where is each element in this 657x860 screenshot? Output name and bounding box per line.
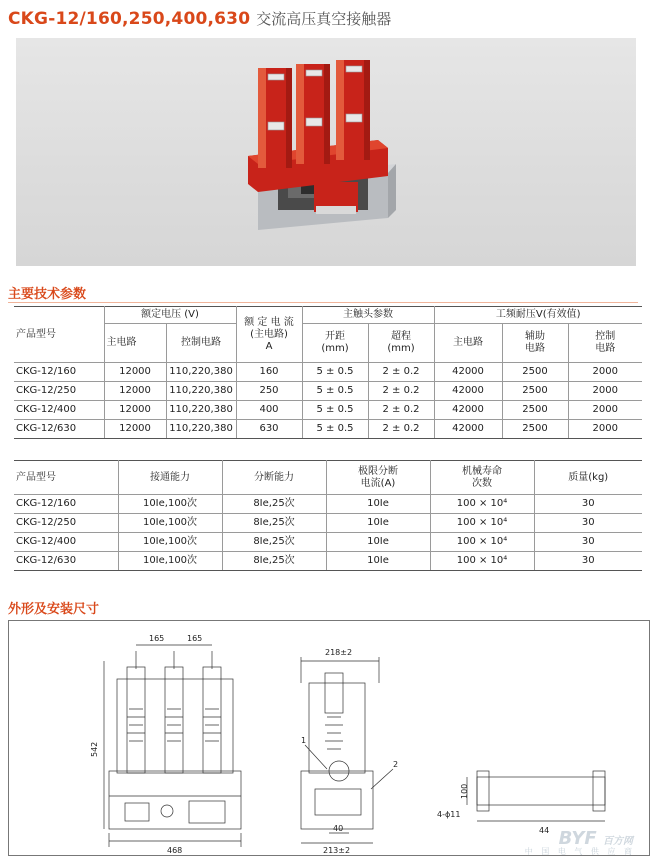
col-header: 产品型号	[14, 461, 118, 495]
table-cell: 5 ± 0.5	[302, 401, 368, 420]
table-cell: 42000	[434, 401, 502, 420]
table-cell: 630	[236, 420, 302, 439]
table-cell: 100 × 10⁴	[430, 552, 534, 571]
table-cell: 30	[534, 514, 642, 533]
spec-table-1	[14, 306, 642, 439]
table-cell: 12000	[104, 420, 166, 439]
table-cell: 12000	[104, 363, 166, 382]
table-cell: CKG-12/630	[14, 420, 104, 439]
watermark-site: 百方网	[603, 836, 633, 847]
col-header-pf-main: 主电路	[434, 324, 502, 363]
table-cell: 10Ie,100次	[118, 514, 222, 533]
dim-front-b: 165	[187, 634, 203, 643]
table-cell: 110,220,380	[166, 401, 236, 420]
table-cell: CKG-12/630	[14, 552, 118, 571]
product-photo	[16, 38, 636, 266]
table-cell: 10Ie	[326, 495, 430, 514]
table-cell: 2500	[502, 420, 568, 439]
table-cell: 10Ie,100次	[118, 533, 222, 552]
section-divider	[8, 302, 638, 303]
table-cell: 8Ie,25次	[222, 552, 326, 571]
col-header-rated-current: 额 定 电 流 (主电路) A	[236, 307, 302, 363]
table-cell: 42000	[434, 382, 502, 401]
table-cell: 30	[534, 533, 642, 552]
col-header: 极限分断 电流(A)	[326, 461, 430, 495]
table-cell: 400	[236, 401, 302, 420]
table-cell: 2 ± 0.2	[368, 420, 434, 439]
table-cell: 110,220,380	[166, 382, 236, 401]
table-row	[14, 495, 642, 514]
col-header: 接通能力	[118, 461, 222, 495]
table-cell: 10Ie,100次	[118, 552, 222, 571]
table-cell: CKG-12/160	[14, 495, 118, 514]
table-cell: 8Ie,25次	[222, 533, 326, 552]
dim-front-height: 542	[90, 741, 99, 757]
table-cell: 2500	[502, 363, 568, 382]
table-cell: CKG-12/160	[14, 363, 104, 382]
table-row	[14, 363, 642, 382]
col-header: 分断能力	[222, 461, 326, 495]
vacuum-contactor-image	[16, 38, 636, 266]
col-header-power-freq: 工频耐压V(有效值)	[434, 307, 642, 324]
table-cell: 12000	[104, 401, 166, 420]
table-cell: 5 ± 0.5	[302, 420, 368, 439]
section-heading-specs: 主要技术参数	[8, 287, 87, 302]
table-cell: 2500	[502, 401, 568, 420]
col-header: 质量(kg)	[534, 461, 642, 495]
table-row	[14, 401, 642, 420]
table-cell: 2000	[568, 401, 642, 420]
front-view-frame	[117, 679, 233, 773]
table-cell: 110,220,380	[166, 420, 236, 439]
watermark-tagline: 中 国 电 气 供 应 商	[524, 847, 635, 856]
col-header: 机械寿命 次数	[430, 461, 534, 495]
table-cell: 2000	[568, 363, 642, 382]
table-cell: 10Ie,100次	[118, 495, 222, 514]
col-header-model: 产品型号	[14, 307, 104, 363]
outline-drawing-svg	[9, 621, 649, 855]
table-cell: 160	[236, 363, 302, 382]
table-cell: 10Ie	[326, 552, 430, 571]
dim-base-height: 100	[460, 783, 469, 799]
table-cell: 12000	[104, 382, 166, 401]
page-title	[8, 8, 391, 29]
title-cn: 交流高压真空接触器	[256, 10, 392, 28]
table-cell: 2000	[568, 382, 642, 401]
table-cell: 10Ie	[326, 514, 430, 533]
table-cell: 2000	[568, 420, 642, 439]
table-cell: CKG-12/250	[14, 514, 118, 533]
table-cell: 42000	[434, 420, 502, 439]
dim-base-holes: 4-ϕ11	[437, 810, 461, 819]
table-cell: 100 × 10⁴	[430, 533, 534, 552]
table-cell: 100 × 10⁴	[430, 495, 534, 514]
table-row	[14, 514, 642, 533]
table-row	[14, 382, 642, 401]
col-header-overtravel: 超程 (mm)	[368, 324, 434, 363]
watermark-logo-text: BYF	[558, 828, 597, 849]
dim-front-a: 165	[149, 634, 165, 643]
table-cell: 2 ± 0.2	[368, 363, 434, 382]
table-cell: 2 ± 0.2	[368, 401, 434, 420]
dim-base-length: 44	[539, 826, 550, 835]
label-1: 1	[301, 736, 307, 745]
table-cell: 2500	[502, 382, 568, 401]
dim-side-bottom: 213±2	[323, 846, 351, 855]
table-cell: CKG-12/400	[14, 401, 104, 420]
dimension-drawing	[8, 620, 650, 856]
table-cell: 42000	[434, 363, 502, 382]
col-header-main-contact: 主触头参数	[302, 307, 434, 324]
table-row	[14, 533, 642, 552]
table-cell: CKG-12/400	[14, 533, 118, 552]
table-cell: 10Ie	[326, 533, 430, 552]
spec-table-2	[14, 460, 642, 571]
table-cell: 8Ie,25次	[222, 514, 326, 533]
table-row	[14, 552, 642, 571]
table-cell: 250	[236, 382, 302, 401]
col-header-main-circuit: 主电路	[104, 324, 166, 363]
table-cell: 100 × 10⁴	[430, 514, 534, 533]
label-2: 2	[393, 760, 399, 769]
table-cell: 110,220,380	[166, 363, 236, 382]
table-cell: 30	[534, 552, 642, 571]
table-row	[14, 420, 642, 439]
section-heading-dimensions: 外形及安装尺寸	[8, 602, 100, 617]
dim-front-width: 468	[167, 846, 183, 855]
dim-side-inner: 40	[333, 824, 344, 833]
col-header-control-circuit: 控制电路	[166, 324, 236, 363]
table-cell: 8Ie,25次	[222, 495, 326, 514]
table-cell: 30	[534, 495, 642, 514]
col-header-pf-aux: 辅助 电路	[502, 324, 568, 363]
table-cell: 2 ± 0.2	[368, 382, 434, 401]
table-cell: CKG-12/250	[14, 382, 104, 401]
dim-side-top: 218±2	[325, 648, 353, 657]
col-header-rated-voltage: 额定电压 (V)	[104, 307, 236, 324]
table-cell: 5 ± 0.5	[302, 382, 368, 401]
table-cell: 5 ± 0.5	[302, 363, 368, 382]
col-header-gap: 开距 (mm)	[302, 324, 368, 363]
col-header-pf-ctrl: 控制 电路	[568, 324, 642, 363]
title-model: CKG-12/160,250,400,630	[8, 9, 251, 29]
